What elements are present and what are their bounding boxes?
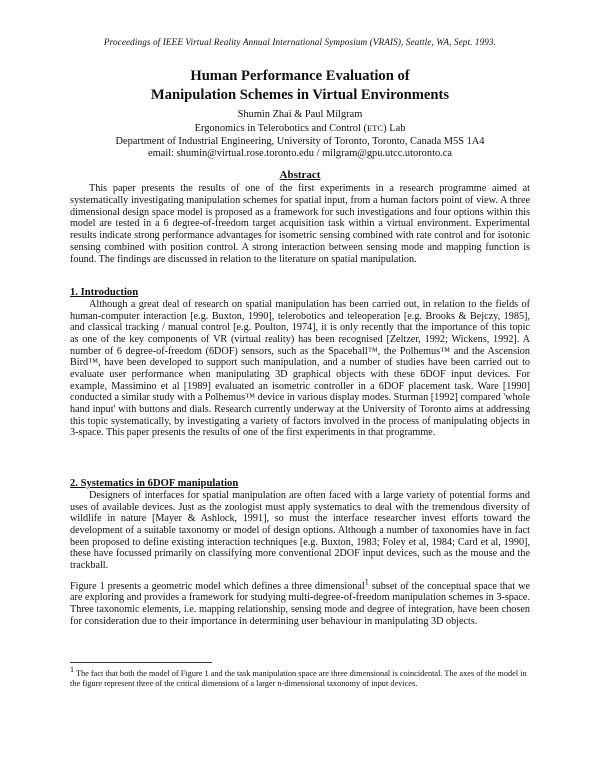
author-names: Shumin Zhai & Paul Milgram <box>237 109 363 120</box>
lab-acronym: ETC <box>366 122 384 133</box>
section-2-paragraph-1: Designers of interfaces for spatial manipulation are often faced with a large variety of potential forms and uses of available devices. Just as the zoologist must apply systematics to deal with the tremendous diversity of wildlife in nature [Mayer & Ashlock, 1991], so must the interface researcher invest efforts toward the development of a suitable taxonomy or model of design options. Although a number of taxonomies have in fact been proposed to define existing interaction techniques [e.g. Buxton, 1983; Foley et al, 1984; Card et al, 1990], these have focussed primarily on classifying more conventional 2DOF input devices, such as the mouse and the trackball. <box>70 490 530 571</box>
abstract-heading: Abstract <box>279 169 321 181</box>
footnote-mark: 1 <box>70 665 74 675</box>
author-lab <box>0 122 600 136</box>
author-department: Department of Industrial Engineering, University of Toronto, Toronto, Canada M5S 1A4 <box>115 135 485 147</box>
section-1-paragraph-1: Although a great deal of research on spatial manipulation has been carried out, in relation to the fields of human-computer interaction [e.g. Buxton, 1990], telerobotics and teleoperation [e.g. Brooks & Bejczy, 1985], and classical tracking / manual control [e.g. Poulton, 1974], it is only recently that the importance of this topic as one of the key components of VR (virtual reality) has been recognised [Zeltzer, 1992; Wickens, 1992]. A number of 6 degree-of-freedom (6DOF) sensors, such as the Spaceball™, the Polhemus™ and the Ascension Bird™, have been developed to support such manipulation, and a number of studies have been carried out to evaluate user performance when manipulating 3D graphical objects with these 6DOF input devices. For example, Massimino et al [1989] evaluated an isometric controller in a 6DOF placement task. Ware [1990] conducted a similar study with a Polhemus™ device in various display modes. Sturman [1992] compared 'whole hand input' with buttons and dials. Research currently underway at the University of Toronto aims at addressing this topic systematically, by investigating a variety of factors involved in the process of manipulating objects in 3-space. This paper presents the results of one of the first experiments in that programme. <box>70 299 530 439</box>
para2-text-start: Figure 1 presents a geometric model which defines a three dimensional <box>70 580 365 592</box>
author-block <box>0 109 600 161</box>
lab-name-start: Ergonomics in Telerobotics and Control ( <box>194 122 367 134</box>
footnote-reference: 1 <box>364 577 369 587</box>
footnote-text: The fact that both the model of Figure 1 and the task manipulation space are three dimensional is coincidental. The axes of the model in the figure represent three of the critical dimensions of a larger n-dimensional taxonomy of input devices. <box>70 669 527 689</box>
abstract-body <box>70 183 530 265</box>
running-header: Proceedings of IEEE Virtual Reality Annual International Symposium (VRAIS), Seattle, WA, Sept. 1993. <box>103 37 497 47</box>
footnote <box>70 665 530 689</box>
abstract-text: This paper presents the results of one of the first experiments in a research programme aimed at systematically investigating manipulation schemes for spatial input, from a human factors point of view. A three dimensional design space model is proposed as a framework for such investigations and four options within this model are tested in a 6 degree-of-freedom target acquisition task within a virtual environment. Experimental results indicate strong performance advantages for isometric sensing combined with rate control and for isotonic sensing combined with position control. A strong interaction between sensing mode and mapping function is found. The findings are discussed in relation to the literature on spatial manipulation. <box>70 183 530 265</box>
section-2-heading: 2. Systematics in 6DOF manipulation <box>70 478 239 489</box>
section-1-heading: 1. Introduction <box>70 287 139 298</box>
section-2-paragraph-2 <box>70 577 530 628</box>
author-email: email: shumin@virtual.rose.toronto.edu / milgram@gpu.utcc.utoronto.ca <box>148 148 452 160</box>
title-line-2: Manipulation Schemes in Virtual Environments <box>150 87 450 103</box>
para2-text-end: subset of the conceptual space that we are exploring and provides a framework for studying multi-degree-of-freedom manipulation schemes in 3-space. Three taxonomic elements, i.e. mapping relationship, sensing mode and degree of integration, have been chosen for consideration due to their importance in determining user behaviour in manipulating 3D objects. <box>70 580 530 627</box>
section-2-body <box>70 490 530 627</box>
title-line-1: Human Performance Evaluation of <box>190 68 410 84</box>
section-1-body <box>70 299 530 439</box>
footnote-divider <box>70 662 212 663</box>
paper-title <box>0 67 600 105</box>
lab-name-end: ) Lab <box>383 122 406 134</box>
